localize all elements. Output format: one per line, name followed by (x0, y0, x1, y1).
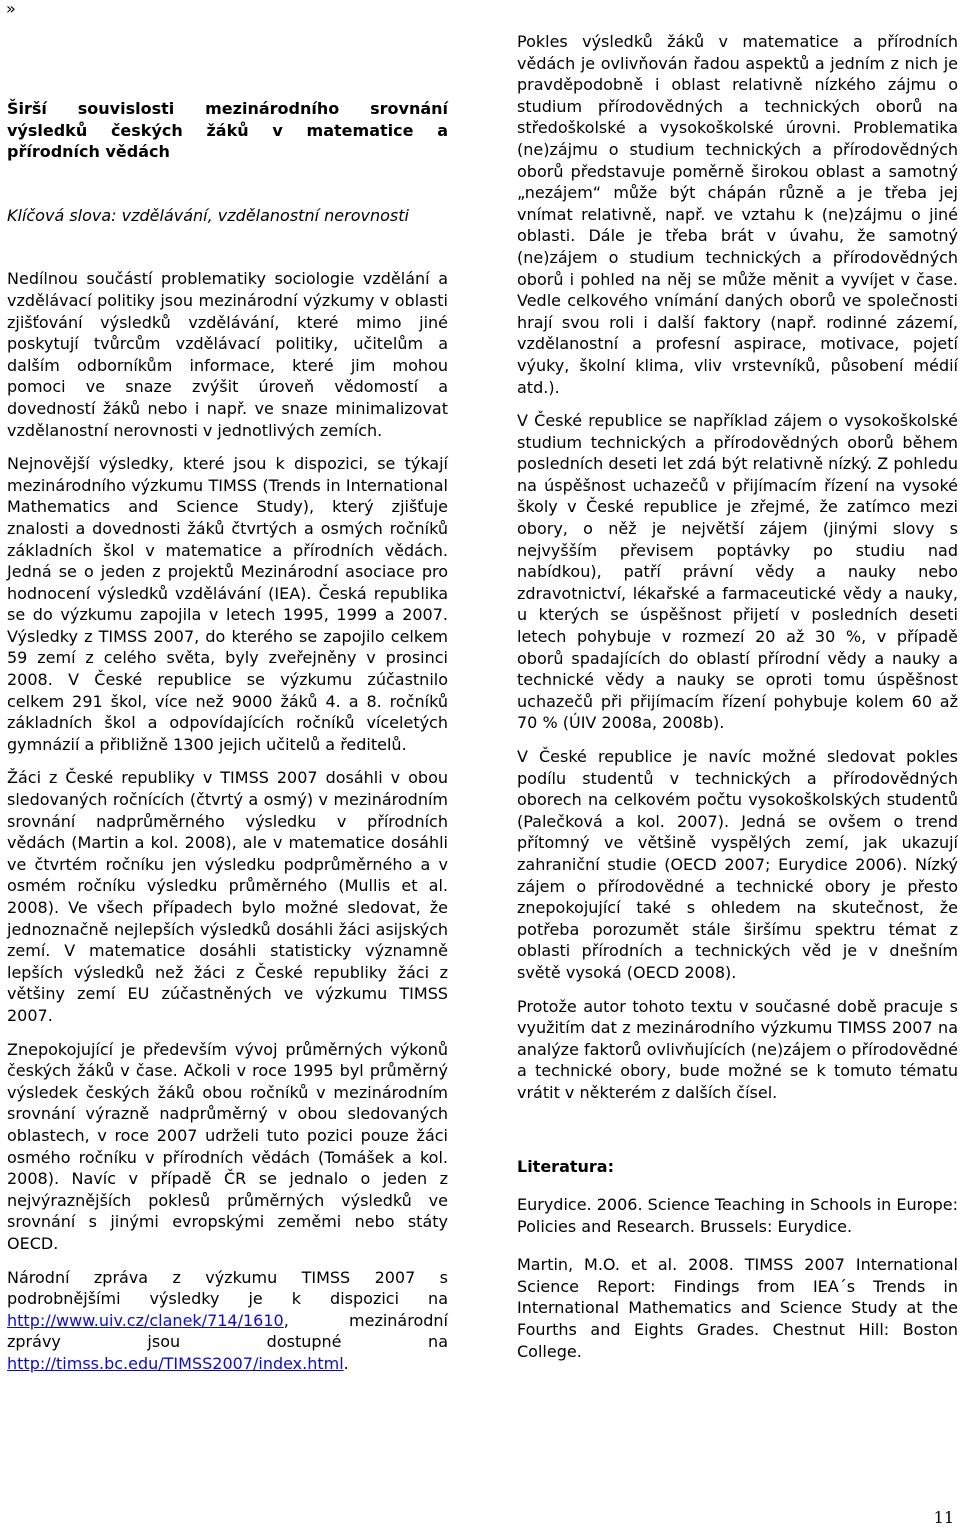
paragraph: Nedílnou součástí problematiky sociologie vzdělání a vzdělávací politiky jsou mezinárodní výzkumy v oblasti zjišťování výsledků vzdělávání, které mimo jiné poskytují tvůrcům vzdělávací politiky, učitelům a dalším odborníkům informace, které jim mohou pomoci ve snaze zvýšit úroveň vědomostí a dovedností žáků nebo i např. ve snaze minimalizovat vzdělanostní nerovnosti v jednotlivých zemích. (7, 269, 448, 440)
paragraph: Žáci z České republiky v TIMSS 2007 dosáhli v obou sledovaných ročnících (čtvrtý a osmý) v mezinárodním srovnání nadprůměrného výsledku v přírodních vědách (Martin a kol. 2008), ale v matematice dosáhli ve čtvrtém ročníku jen výsledku podprůměrného a v osmém ročníku výsledku průměrného (Mullis et al. 2008). Ve všech případech bylo možné sledovat, že jednoznačně nejlepších výsledků dosáhli žáci asijských zemí. V matematice dosáhli statisticky významně lepších výsledků než žáci z České republiky žáci z většiny zemí EU zúčastněných ve výzkumu TIMSS 2007. (7, 768, 448, 1025)
top-mark: » (6, 0, 16, 18)
paragraph-text: Národní zpráva z výzkumu TIMSS 2007 s podrobnějšími výsledky je k dispozici na (7, 1267, 448, 1309)
paragraph: V České republice je navíc možné sledovat pokles podílu studentů v technických a přírodovědných oborech na celkovém počtu vysokoškolských studentů (Palečková a kol. 2007). Jedná se ovšem o trend přítomný ve většině vyspělých zemí, jak ukazují zahraniční studie (OECD 2007; Eurydice 2006). Nízký zájem o přírodovědné a technické obory je přesto znepokojující také s ohledem na skutečnost, že potřeba porozumět stále širšímu spektru témat z oblasti přírodních a technických věd je v dnešním světě vysoká (OECD 2008). (517, 747, 958, 982)
paragraph: Znepokojující je především vývoj průměrných výkonů českých žáků v čase. Ačkoli v roce 1995 byl průměrný výsledek českých žáků obou ročníků v mezinárodním srovnání výrazně nadprůměrný v obou sledovaných oblastech, v roce 2007 udrželi tuto pozici pouze žáci osmého ročníku v přírodních vědách (Tomášek a kol. 2008). Navíc v případě ČR se jednalo o jeden z nejvýraznějších poklesů průměrných výsledků ve srovnání s jinými evropskými zeměmi nebo státy OECD. (7, 1039, 448, 1253)
uiv-link[interactable]: http://www.uiv.cz/clanek/714/1610 (7, 1310, 284, 1330)
article-title: Širší souvislosti mezinárodního srovnání výsledků českých žáků v matematice a přírodních vědách (7, 99, 448, 162)
reference: Martin, M.O. et al. 2008. TIMSS 2007 International Science Report: Findings from IEA´s Trends in International Mathematics and Science Study at the Fourths and Eights Grades. Chestnut Hill: Boston College. (517, 1255, 958, 1361)
paragraph: Nejnovější výsledky, které jsou k dispozici, se týkají mezinárodního výzkumu TIMSS (Trends in International Mathematics and Science Study), který zjišťuje znalosti a dovednosti žáků čtvrtých a osmých ročníků základních škol v matematice a přírodních vědách. Jedná se o jeden z projektů Mezinárodní asociace pro hodnocení výsledků vzdělávání (IEA). Česká republika se do výzkumu zapojila v letech 1995, 1999 a 2007. Výsledky z TIMSS 2007, do kterého se zapojilo celkem 59 zemí z celého světa, byly zveřejněny v prosinci 2008. V České republice se výzkumu zúčastnilo celkem 291 škol, více než 9000 žáků 4. a 8. ročníků základních škol a odpovídajících ročníků víceletých gymnázií a přibližně 1300 jejich učitelů a ředitelů. (7, 454, 448, 754)
reference: Eurydice. 2006. Science Teaching in Schools in Europe: Policies and Research. Brussels: Eurydice. (517, 1195, 958, 1236)
paragraph: V České republice se například zájem o vysokoškolské studium technických a přírodovědných oborů během posledních deseti let zdá být relativně nízký. Z pohledu na úspěšnost uchazečů v přijímacím řízení na vysoké školy v České republice je zřejmé, že zatímco mezi obory, o něž je největší zájem (jinými slovy s nejvyšším převisem poptávky po studiu nad nabídkou), patří právní vědy a nauky nebo zdravotnictví, lékařské a farmaceutické vědy a nauky, u kterých se úspěšnost přijetí v posledních deseti letech pohybuje v rozmezí 20 až 30 %, v případě oborů spadajících do oblastí přírodní vědy a nauky a technické vědy a nauky se oproti tomu úspěšnost uchazečů při přijímacím řízení pohybuje kolem 60 až 70 % (ÚIV 2008a, 2008b). (517, 411, 958, 733)
paragraph: Protože autor tohoto textu v současné době pracuje s využitím dat z mezinárodního výzkumu TIMSS 2007 na analýze faktorů ovlivňujících (ne)zájem o přírodovědné a technické obory, bude možné se k tomuto tématu vrátit v některém z dalších čísel. (517, 996, 958, 1102)
literature-heading: Literatura: (517, 1156, 614, 1176)
left-column (7, 98, 448, 1374)
paragraph-text: . (343, 1353, 349, 1373)
timss-link[interactable]: http://timss.bc.edu/TIMSS2007/index.html (7, 1353, 344, 1373)
right-column (517, 31, 958, 1362)
paragraph: Pokles výsledků žáků v matematice a přírodních vědách je ovlivňován řadou aspektů a jedním z nich je pravděpodobně i oblast relativně nízkého zájmu o studium přírodovědných a technických oborů na středoškolské a vysokoškolské úrovni. Problematika (ne)zájmu o studium technických a přírodovědných oborů představuje poměrně širokou oblast a samotný „nezájem“ může být chápán různě a je třeba jej vnímat relativně, např. ve vztahu k (ne)zájmu o jiné oblasti. Dále je třeba brát v úvahu, že samotný (ne)zájem o studium technických a přírodovědných oborů i pohled na něj se může měnit a vyvíjet v čase. Vedle celkového vnímání daných oborů ve společnosti hrají svou roli i další faktory (např. rodinné zázemí, vzdělanostní a profesní aspirace, motivace, pojetí výuky, školní klima, vliv vrstevníků, působení médií atd.). (517, 32, 958, 397)
paragraph-links (7, 1267, 448, 1375)
keywords: Klíčová slova: vzdělávání, vzdělanostní nerovnosti (7, 205, 409, 225)
paragraph-text: , mezinárodní zprávy jsou dostupné na (7, 1310, 448, 1352)
page-number: 11 (933, 1508, 954, 1527)
